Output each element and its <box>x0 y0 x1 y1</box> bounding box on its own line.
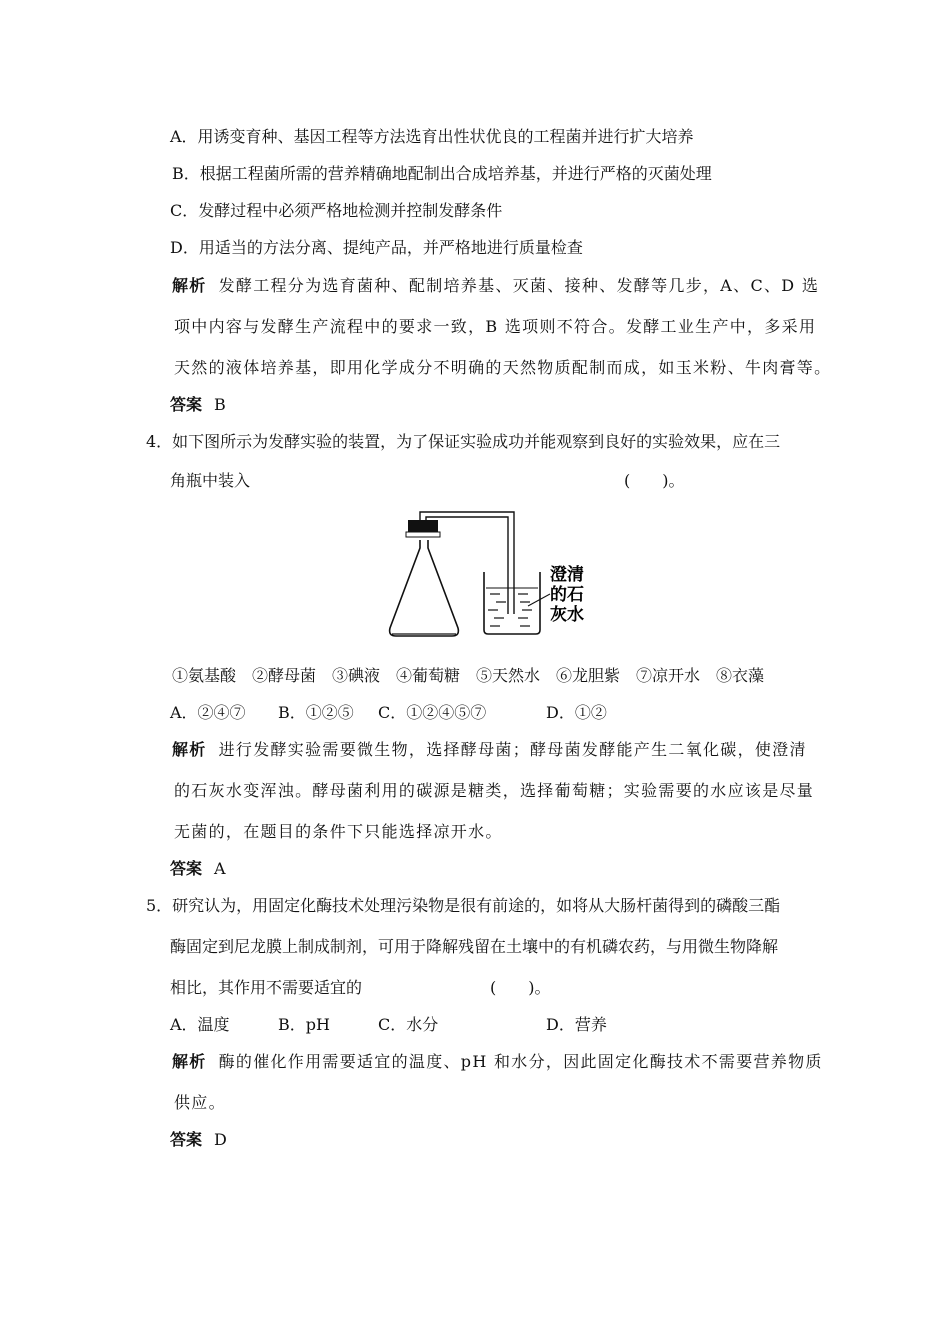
figure-label-2: 的石 <box>550 585 584 605</box>
q5-option-d: D．营养 <box>546 1015 607 1034</box>
q3-option-a: A．用诱变育种、基因工程等方法选育出性状优良的工程菌并进行扩大培养 <box>170 127 694 146</box>
q4-options <box>170 703 607 723</box>
q5-answer-paren: ( )。 <box>490 978 551 997</box>
q4-stem-line-1: 4．如下图所示为发酵实验的装置，为了保证实验成功并能观察到良好的实验效果，应在三 <box>146 432 781 451</box>
q3-analysis-label: 解析 <box>172 276 207 295</box>
q4-answer-label: 答案 <box>170 859 203 878</box>
q4-answer-paren: ( )。 <box>624 471 685 490</box>
fermentation-apparatus-diagram <box>380 510 620 642</box>
q5-answer-value: D <box>214 1130 227 1149</box>
q5-analysis-label: 解析 <box>172 1052 207 1071</box>
q5-options <box>170 1015 607 1035</box>
q4-option-c: C．①②④⑤⑦ <box>378 703 487 722</box>
flask-icon <box>390 540 459 636</box>
q3-analysis-line-2: 项中内容与发酵生产流程中的要求一致，B 选项则不符合。发酵工业生产中，多采用 <box>174 317 817 336</box>
q4-option-d: D．①② <box>546 703 607 722</box>
q5-answer-label: 答案 <box>170 1130 203 1149</box>
q5-option-a: A．温度 <box>170 1015 230 1034</box>
beaker-icon <box>484 572 540 634</box>
q3-answer-value: B <box>214 395 226 414</box>
q4-option-b: B．①②⑤ <box>278 703 354 722</box>
q5-option-b: B．pH <box>278 1015 330 1034</box>
q4-answer-value: A <box>214 859 226 878</box>
q4-analysis-line-3: 无菌的，在题目的条件下只能选择凉开水。 <box>174 822 503 841</box>
q4-analysis-line-1 <box>172 740 807 760</box>
q3-analysis-line-3: 天然的液体培养基，即用化学成分不明确的天然物质配制而成，如玉米粉、牛肉膏等。 <box>174 358 832 377</box>
figure-label-1: 澄清 <box>550 565 584 585</box>
q3-answer-label: 答案 <box>170 395 203 414</box>
q5-stem-line-3: 相比，其作用不需要适宜的 <box>170 978 363 997</box>
q5-analysis-line-2: 供应。 <box>174 1093 226 1112</box>
q4-stem-line-2: 角瓶中装入 <box>170 471 251 490</box>
q4-answer <box>170 859 226 879</box>
q3-answer <box>170 395 226 415</box>
q4-analysis-text-1: 进行发酵实验需要微生物，选择酵母菌；酵母菌发酵能产生二氧化碳，使澄清 <box>218 740 807 759</box>
q5-analysis-text-1: 酶的催化作用需要适宜的温度、pH 和水分，因此固定化酶技术不需要营养物质 <box>218 1052 823 1071</box>
q5-stem-line-1: 5．研究认为，用固定化酶技术处理污染物是很有前途的，如将从大肠杆菌得到的磷酸三酯 <box>146 896 781 915</box>
q4-items: ①氨基酸 ②酵母菌 ③碘液 ④葡萄糖 ⑤天然水 ⑥龙胆紫 ⑦凉开水 ⑧衣藻 <box>172 666 765 685</box>
q3-option-d: D．用适当的方法分离、提纯产品，并严格地进行质量检查 <box>170 238 583 257</box>
q3-option-b: B．根据工程菌所需的营养精确地配制出合成培养基，并进行严格的灭菌处理 <box>172 164 712 183</box>
q4-option-a: A．②④⑦ <box>170 703 246 722</box>
limewater-icon <box>488 594 532 626</box>
q5-option-c: C．水分 <box>378 1015 439 1034</box>
q3-analysis-text-1: 发酵工程分为选育菌种、配制培养基、灭菌、接种、发酵等几步，A、C、D 选 <box>218 276 820 295</box>
q5-analysis-line-1 <box>172 1052 823 1072</box>
q4-analysis-line-2: 的石灰水变浑浊。酵母菌利用的碳源是糖类，选择葡萄糖；实验需要的水应该是尽量 <box>174 781 815 800</box>
q3-option-c: C．发酵过程中必须严格地检测并控制发酵条件 <box>170 201 503 220</box>
figure-label-3: 灰水 <box>550 605 584 625</box>
q4-analysis-label: 解析 <box>172 740 207 759</box>
q3-analysis-line-1 <box>172 276 819 296</box>
q5-stem-line-2: 酶固定到尼龙膜上制成制剂，可用于降解残留在土壤中的有机磷农药，与用微生物降解 <box>170 937 779 956</box>
q5-answer <box>170 1130 227 1150</box>
